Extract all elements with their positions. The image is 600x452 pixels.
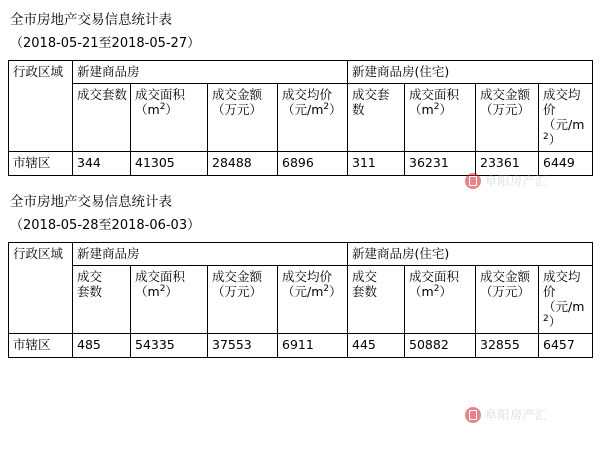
cell-area-residential: 36231 <box>405 152 476 176</box>
watermark-bottom <box>465 406 548 423</box>
house-logo-icon <box>465 407 481 423</box>
cell-deals-count-commercial: 344 <box>73 152 131 176</box>
cell-area-commercial: 41305 <box>131 152 208 176</box>
header-region-2: 行政区域 <box>9 243 73 334</box>
subheader-avgprice-commercial-1: 成交均价 （元$/m^2$） <box>278 84 348 152</box>
subheader-deals-count-commercial-1: 成交套数 <box>73 84 131 152</box>
watermark-label: 阜阳房产汇 <box>485 174 548 188</box>
page-title-1: 全市房地产交易信息统计表 <box>10 12 172 28</box>
cell-region: 市辖区 <box>9 152 73 176</box>
subheader-area-commercial-1: 成交面积 $(m^2)$ <box>131 84 208 152</box>
table-header-sub-row <box>9 266 593 334</box>
page-title-2: 全市房地产交易信息统计表 <box>10 194 172 210</box>
table-header-sub-row <box>9 84 593 152</box>
subheader-amount-commercial-2: 成交金额 （万元） <box>208 266 278 334</box>
subheader-area-commercial-2: 成交面积 $(m^2)$ <box>131 266 208 334</box>
cell-deals-count-residential: 311 <box>348 152 405 176</box>
header-new-residential-2: 新建商品房(住宅) <box>348 243 593 266</box>
cell-deals-count-residential: 445 <box>348 334 405 358</box>
subheader-avgprice-commercial-2: 成交均价 （元$/m^2$） <box>278 266 348 334</box>
date-range-2: （2018-05-28至2018-06-03） <box>10 218 201 233</box>
subheader-amount-residential-1: 成交金额 （万元） <box>476 84 539 152</box>
cell-avgprice-commercial: 6911 <box>278 334 348 358</box>
subheader-area-residential-2: 成交面积 $(m^2)$ <box>405 266 476 334</box>
table-header-group-row <box>9 61 593 84</box>
cell-avgprice-commercial: 6896 <box>278 152 348 176</box>
statistics-table-1 <box>8 60 593 176</box>
cell-amount-commercial: 28488 <box>208 152 278 176</box>
cell-amount-residential: 23361 <box>476 152 539 176</box>
watermark-label: 阜阳房产汇 <box>485 408 548 422</box>
subheader-deals-count-residential-2: 成交 套数 <box>348 266 405 334</box>
date-range-1: （2018-05-21至2018-05-27） <box>10 36 201 51</box>
cell-area-residential: 50882 <box>405 334 476 358</box>
header-new-commercial-2: 新建商品房 <box>73 243 348 266</box>
subheader-deals-count-residential-1: 成交套数 <box>348 84 405 152</box>
statistics-table-2 <box>8 242 593 358</box>
header-new-commercial-1: 新建商品房 <box>73 61 348 84</box>
subheader-amount-residential-2: 成交金额 （万元） <box>476 266 539 334</box>
subheader-avgprice-residential-1: 成交均价 （元$/m^2$） <box>539 84 593 152</box>
subheader-area-residential-1: 成交面积 $(m^2)$ <box>405 84 476 152</box>
subheader-deals-count-commercial-2: 成交 套数 <box>73 266 131 334</box>
cell-area-commercial: 54335 <box>131 334 208 358</box>
subheader-avgprice-residential-2: 成交均价 （元$/m^2$） <box>539 266 593 334</box>
table-row <box>9 152 593 176</box>
table-row <box>9 334 593 358</box>
cell-avgprice-residential: 6449 <box>539 152 593 176</box>
report-block-2 <box>8 192 592 358</box>
header-region-1: 行政区域 <box>9 61 73 152</box>
header-new-residential-1: 新建商品房(住宅) <box>348 61 593 84</box>
table-header-group-row <box>9 243 593 266</box>
cell-deals-count-commercial: 485 <box>73 334 131 358</box>
cell-avgprice-residential: 6457 <box>539 334 593 358</box>
cell-amount-commercial: 37553 <box>208 334 278 358</box>
cell-amount-residential: 32855 <box>476 334 539 358</box>
subheader-amount-commercial-1: 成交金额 （万元） <box>208 84 278 152</box>
report-block-1 <box>8 10 592 176</box>
cell-region: 市辖区 <box>9 334 73 358</box>
